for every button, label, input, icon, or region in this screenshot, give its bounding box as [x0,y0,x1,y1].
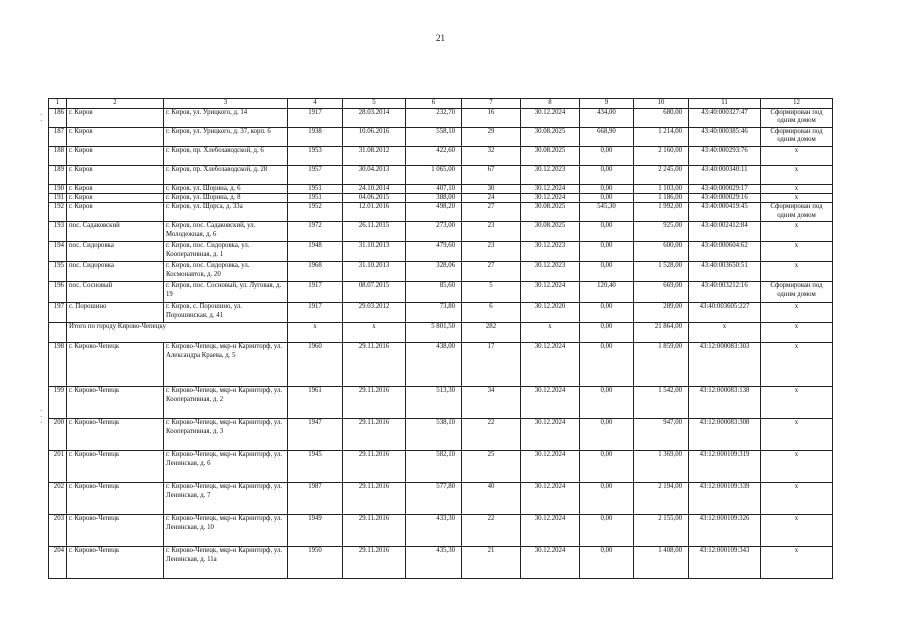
cell-date: 29.11.2016 [343,451,406,483]
cell-cadastral: 43:40:003650:51 [689,262,761,282]
cell-cost: 1 992,00 [634,203,689,222]
cell-deadline: 30.12.2024 [521,343,580,387]
cell-year: 1951 [288,194,343,203]
cell-year: 1917 [288,282,343,303]
cell-address: г. Кирово-Чепецк, мкр-н Каринторф, ул. Ленинская, д. 10 [164,515,288,547]
cell-num: 198 [49,343,67,387]
cell-deadline: 30.12.2024 [521,419,580,451]
table-row [49,343,833,387]
table-row [49,515,833,547]
cell-area: 438,00 [406,343,462,387]
cell-year: 1960 [288,343,343,387]
cell-date: 29.03.2012 [343,303,406,323]
cell-cost: 2 160,00 [634,147,689,166]
cell-area-remaining: 0,00 [580,166,634,185]
header-cell-deadline: 8 [521,99,580,109]
cell-year: 1948 [288,242,343,262]
cell-area: 435,30 [406,547,462,579]
cell-area: 422,60 [406,147,462,166]
cell-date: 12.01.2016 [343,203,406,222]
cell-deadline: 30.12.2024 [521,451,580,483]
cell-num: 194 [49,242,67,262]
cell-address: г. Киров, ул. Урицкого, д. 37, корп. 6 [164,128,288,147]
header-cell-cadastral: 11 [689,99,761,109]
cell-note: x [761,451,833,483]
total-row [49,323,833,343]
cell-cost: 1 214,00 [634,128,689,147]
cell-cadastral: 43:12:000083:308 [689,419,761,451]
cell-area: 577,80 [406,483,462,515]
cell-address: г. Кирово-Чепецк, мкр-н Каринторф, ул. Ленинская, д. 11а [164,547,288,579]
header-cell-area: 6 [406,99,462,109]
cell-note: x [761,483,833,515]
cell-area-remaining: 0,00 [580,222,634,242]
header-cell-date: 5 [343,99,406,109]
cell-num: 196 [49,282,67,303]
cell-cost: 1 103,00 [634,185,689,194]
cell-residents: 27 [462,262,521,282]
cell-num [49,323,67,343]
cell-num: 187 [49,128,67,147]
cell-cost: 600,00 [634,242,689,262]
cell-date: 10.06.2016 [343,128,406,147]
cell-locality: пос. Сидоровка [67,262,164,282]
cell-deadline: 30.12.2024 [521,194,580,203]
cell-date: 29.11.2016 [343,387,406,419]
cell-area-remaining: 0,00 [580,343,634,387]
cell-address: г. Кирово-Чепецк, мкр-н Каринторф, ул. Александра Краева, д. 5 [164,343,288,387]
cell-area: 73,80 [406,303,462,323]
cell-residents: 23 [462,222,521,242]
cell-residents: 17 [462,343,521,387]
cell-date: 29.11.2016 [343,483,406,515]
cell-year: 1938 [288,128,343,147]
cell-cost: 2 194,00 [634,483,689,515]
cell-deadline: 30.12.2023 [521,262,580,282]
cell-year: 1987 [288,483,343,515]
cell-address: г. Киров, пос. Сидоровка, ул. Кооперативная, д. 1 [164,242,288,262]
cell-cadastral: 43:40:003212:16 [689,282,761,303]
cell-note: x [761,262,833,282]
cell-address: г. Кирово-Чепецк, мкр-н Каринторф, ул. Ленинская, д. 7 [164,483,288,515]
housing-table [48,98,833,579]
cell-note: x [761,547,833,579]
cell-locality: г. Кирово-Чепецк [67,451,164,483]
cell-deadline: 30.12.2023 [521,166,580,185]
cell-year: 1972 [288,222,343,242]
cell-area-remaining: 0,00 [580,262,634,282]
cell-locality: г. Кирово-Чепецк [67,343,164,387]
cell-locality: пос. Садаковский [67,222,164,242]
cell-deadline: 30.08.2025 [521,147,580,166]
cell-area: 1 065,00 [406,166,462,185]
cell-year: 1968 [288,262,343,282]
table-row [49,185,833,194]
cell-cost: 1 408,00 [634,547,689,579]
cell-locality: г. Кирово-Чепецк [67,547,164,579]
cell-locality: г. Киров [67,185,164,194]
cell-note: x [761,303,833,323]
cell-year: 1953 [288,147,343,166]
cell-deadline: 30.12.2024 [521,483,580,515]
cell-year: 1961 [288,387,343,419]
cell-residents: 23 [462,242,521,262]
cell-num: 186 [49,109,67,128]
cell-cadastral: 43:40:000029:17 [689,185,761,194]
cell-cost: 947,00 [634,419,689,451]
cell-year: 1957 [288,166,343,185]
cell-area-remaining: 120,40 [580,282,634,303]
cell-deadline: 30.12.2024 [521,185,580,194]
header-cell-area-remaining: 9 [580,99,634,109]
cell-address: г. Киров, пос. Садаковский, ул. Молодежная, д. 6 [164,222,288,242]
cell-residents: 16 [462,109,521,128]
cell-area: 232,70 [406,109,462,128]
cell-area-remaining: 0,00 [580,547,634,579]
cell-address: г. Киров, пр. Хлебозаводской, д. 6 [164,147,288,166]
cell-cost: 669,00 [634,282,689,303]
cell-area-remaining: 545,30 [580,203,634,222]
table-row [49,282,833,303]
cell-residents: 21 [462,547,521,579]
cell-date: x [343,323,406,343]
cell-deadline: 30.12.2020 [521,303,580,323]
header-cell-num: 1 [49,99,67,109]
table-row [49,109,833,128]
cell-address: г. Киров, пр. Хлебозаводской, д. 28 [164,166,288,185]
cell-date: 04.06.2015 [343,194,406,203]
cell-year: 1947 [288,419,343,451]
header-cell-address: 3 [164,99,288,109]
cell-year: x [288,323,343,343]
cell-cadastral: 43:40:000604:62 [689,242,761,262]
cell-cost: 1 859,00 [634,343,689,387]
cell-year: 1951 [288,185,343,194]
cell-residents: 30 [462,185,521,194]
cell-date: 29.11.2016 [343,343,406,387]
table-row [49,242,833,262]
cell-area-remaining: 0,00 [580,185,634,194]
cell-locality: г. Киров [67,203,164,222]
cell-date: 24.10.2014 [343,185,406,194]
cell-locality: пос. Сидоровка [67,242,164,262]
cell-note: x [761,419,833,451]
cell-note: Сформирован под одним домом [761,282,833,303]
table-row [49,194,833,203]
cell-area-remaining: 0,00 [580,419,634,451]
cell-residents: 282 [462,323,521,343]
cell-num: 201 [49,451,67,483]
table-row [49,262,833,282]
table-row [49,547,833,579]
cell-num: 204 [49,547,67,579]
cell-residents: 22 [462,515,521,547]
cell-locality: г. Кирово-Чепецк [67,483,164,515]
cell-residents: 27 [462,203,521,222]
cell-date: 08.07.2015 [343,282,406,303]
cell-cadastral: 43:40:000327:47 [689,109,761,128]
cell-num: 188 [49,147,67,166]
table-row [49,203,833,222]
cell-deadline: 30.12.2024 [521,547,580,579]
header-cell-residents: 7 [462,99,521,109]
cell-year: 1949 [288,515,343,547]
cell-date: 29.11.2016 [343,419,406,451]
cell-note: x [761,185,833,194]
cell-area: 558,10 [406,128,462,147]
header-row [49,99,833,109]
table-row [49,147,833,166]
cell-note: x [761,242,833,262]
cell-note: x [761,222,833,242]
cell-area-remaining: 0,00 [580,451,634,483]
cell-deadline: 30.12.2024 [521,515,580,547]
cell-locality: г. Кирово-Чепецк [67,515,164,547]
cell-locality: с. Порошино [67,303,164,323]
cell-deadline: 30.08.2025 [521,203,580,222]
cell-cost: 21 864,00 [634,323,689,343]
cell-cadastral: 43:40:000385:46 [689,128,761,147]
cell-address: г. Киров, ул. Щорса, д. 33а [164,203,288,222]
cell-area: 85,60 [406,282,462,303]
cell-area-remaining: 0,00 [580,147,634,166]
cell-deadline: 30.12.2024 [521,387,580,419]
cell-cadastral: 43:12:000109:319 [689,451,761,483]
cell-num: 195 [49,262,67,282]
cell-cadastral: 43:12:000083:303 [689,343,761,387]
cell-cadastral: 43:12:000109:339 [689,483,761,515]
cell-locality: г. Кирово-Чепецк [67,387,164,419]
cell-area-remaining: 0,00 [580,242,634,262]
cell-note: x [761,166,833,185]
cell-area: 328,06 [406,262,462,282]
cell-deadline: x [521,323,580,343]
cell-residents: 29 [462,128,521,147]
page-number: 21 [436,33,445,43]
cell-area-remaining: 434,00 [580,109,634,128]
cell-address: г. Кирово-Чепецк, мкр-н Каринторф, ул. Кооперативная, д. 3 [164,419,288,451]
cell-locality: пос. Сосновый [67,282,164,303]
cell-residents: 32 [462,147,521,166]
cell-note: x [761,343,833,387]
cell-deadline: 30.12.2024 [521,109,580,128]
cell-deadline: 30.12.2024 [521,282,580,303]
cell-cadastral: 43:40:000419:45 [689,203,761,222]
cell-cadastral: 43:12:000109:343 [689,547,761,579]
cell-cost: 1 542,00 [634,387,689,419]
cell-note: Сформирован под одним домом [761,109,833,128]
cell-num: 199 [49,387,67,419]
cell-cadastral: 43:40:003605:227 [689,303,761,323]
cell-cost: 925,00 [634,222,689,242]
cell-deadline: 30.12.2023 [521,242,580,262]
cell-area-remaining: 0,00 [580,483,634,515]
cell-num: 197 [49,303,67,323]
cell-address: г. Киров, с. Порошино, ул. Порошинская, д. 41 [164,303,288,323]
cell-note: x [761,147,833,166]
cell-year: 1917 [288,303,343,323]
cell-date: 29.11.2016 [343,515,406,547]
cell-locality: г. Киров [67,166,164,185]
cell-note: x [761,323,833,343]
cell-num: 192 [49,203,67,222]
cell-locality: г. Киров [67,128,164,147]
table-row [49,483,833,515]
cell-date: 28.03.2014 [343,109,406,128]
cell-address: г. Кирово-Чепецк, мкр-н Каринторф, ул. Кооперативная, д. 2 [164,387,288,419]
cell-area-remaining: 0,00 [580,387,634,419]
cell-area: 538,10 [406,419,462,451]
margin-mark: · · · [40,407,43,427]
cell-residents: 5 [462,282,521,303]
cell-year: 1917 [288,109,343,128]
cell-date: 26.11.2015 [343,222,406,242]
cell-cost: 1 186,00 [634,194,689,203]
cell-residents: 34 [462,387,521,419]
cell-date: 30.04.2013 [343,166,406,185]
cell-cadastral: 43:12:000083:138 [689,387,761,419]
table-row [49,222,833,242]
cell-num: 202 [49,483,67,515]
cell-locality: Итого по городу Кирово-Чепецку [67,323,288,343]
cell-area: 433,30 [406,515,462,547]
cell-year: 1952 [288,203,343,222]
table-row [49,451,833,483]
cell-note: Сформирован под одним домом [761,128,833,147]
cell-area-remaining: 0,00 [580,194,634,203]
header-cell-locality: 2 [67,99,164,109]
cell-area: 513,30 [406,387,462,419]
cell-area: 582,10 [406,451,462,483]
cell-residents: 25 [462,451,521,483]
cell-area: 388,00 [406,194,462,203]
header-cell-cost: 10 [634,99,689,109]
table-row [49,387,833,419]
cell-cadastral: 43:40:000293:76 [689,147,761,166]
cell-address: г. Киров, ул. Шорина, д. 6 [164,185,288,194]
cell-deadline: 30.08.2025 [521,222,580,242]
cell-residents: 22 [462,419,521,451]
cell-cadastral: x [689,323,761,343]
cell-area: 5 801,50 [406,323,462,343]
cell-area: 273,00 [406,222,462,242]
cell-address: г. Киров, пос. Сосновый, ул. Луговая, д. 19 [164,282,288,303]
table-row [49,128,833,147]
cell-address: г. Кирово-Чепецк, мкр-н Каринторф, ул. Ленинская, д. 6 [164,451,288,483]
cell-area-remaining: 668,90 [580,128,634,147]
cell-cost: 1 369,00 [634,451,689,483]
cell-num: 190 [49,185,67,194]
cell-area: 479,60 [406,242,462,262]
cell-num: 189 [49,166,67,185]
cell-cadastral: 43:40:000029:16 [689,194,761,203]
cell-year: 1945 [288,451,343,483]
cell-date: 29.11.2016 [343,547,406,579]
cell-address: г. Киров, ул. Урицкого, д. 14 [164,109,288,128]
cell-area-remaining: 0,00 [580,303,634,323]
cell-locality: г. Киров [67,194,164,203]
margin-mark: · · [40,111,43,125]
cell-cost: 680,00 [634,109,689,128]
cell-residents: 24 [462,194,521,203]
cell-date: 31.08.2012 [343,147,406,166]
header-cell-note: 12 [761,99,833,109]
table-body [49,109,833,579]
table-row [49,303,833,323]
cell-date: 31.10.2013 [343,242,406,262]
cell-cadastral: 43:12:000109:326 [689,515,761,547]
cell-date: 31.10.2013 [343,262,406,282]
cell-note: x [761,387,833,419]
cell-locality: г. Киров [67,147,164,166]
cell-area: 498,20 [406,203,462,222]
cell-cost: 1 528,00 [634,262,689,282]
cell-area-remaining: 0,00 [580,323,634,343]
cell-note: Сформирован под одним домом [761,203,833,222]
cell-locality: г. Киров [67,109,164,128]
cell-deadline: 30.08.2025 [521,128,580,147]
cell-year: 1950 [288,547,343,579]
cell-cost: 2 155,00 [634,515,689,547]
cell-num: 193 [49,222,67,242]
cell-address: г. Киров, ул. Шорина, д. 8 [164,194,288,203]
cell-num: 200 [49,419,67,451]
cell-note: x [761,194,833,203]
cell-num: 203 [49,515,67,547]
cell-note: x [761,515,833,547]
cell-residents: 67 [462,166,521,185]
table-row [49,419,833,451]
cell-cost: 2 245,00 [634,166,689,185]
cell-cost: 289,00 [634,303,689,323]
cell-locality: г. Кирово-Чепецк [67,419,164,451]
cell-address: г. Киров, пос. Сидоровка, ул. Космонавтов, д. 20 [164,262,288,282]
header-cell-year: 4 [288,99,343,109]
cell-residents: 6 [462,303,521,323]
cell-num: 191 [49,194,67,203]
cell-cadastral: 43:40:000340:11 [689,166,761,185]
cell-area-remaining: 0,00 [580,515,634,547]
cell-residents: 40 [462,483,521,515]
cell-cadastral: 43:40:002412:84 [689,222,761,242]
table-row [49,166,833,185]
cell-area: 407,10 [406,185,462,194]
